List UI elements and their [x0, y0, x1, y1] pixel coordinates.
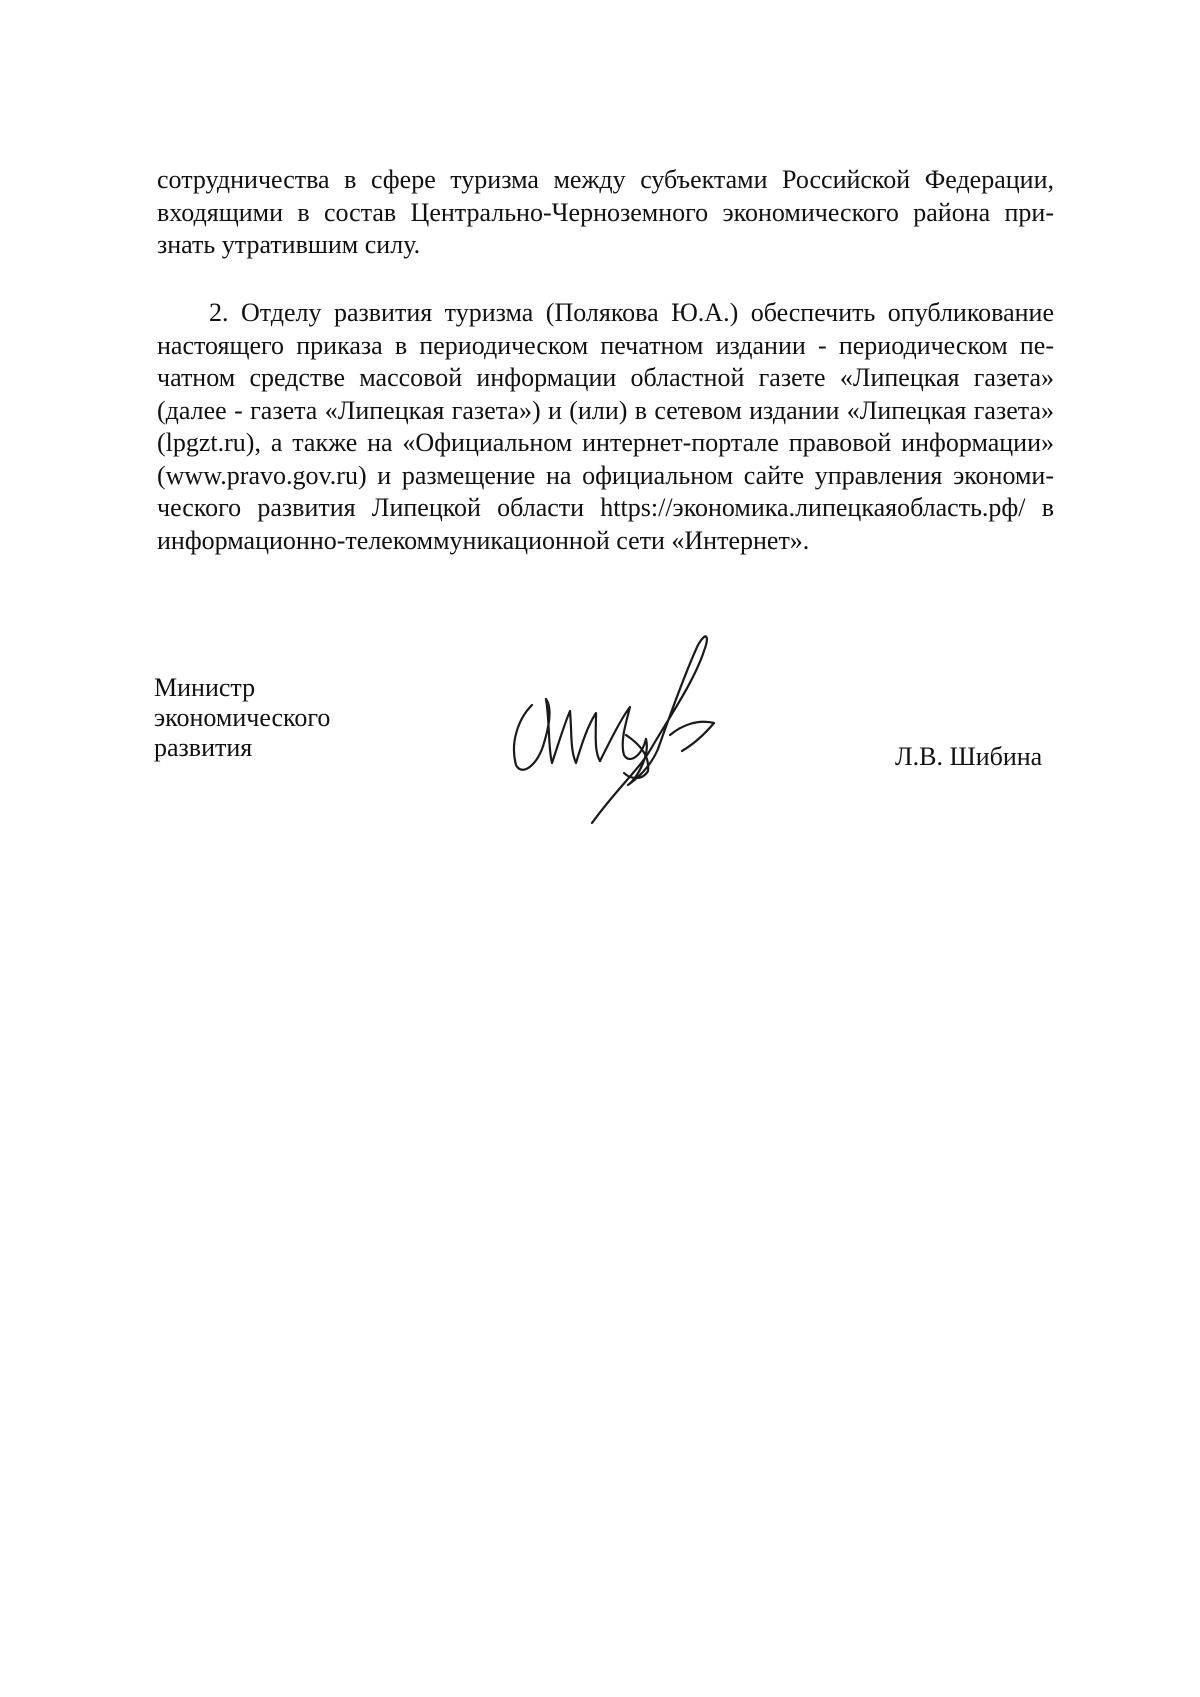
text-line: 2. Отделу развития туризма (Полякова Ю.А.) обеспечить опубликование [209, 298, 1054, 327]
text-line: ческого развития Липецкой области https://экономика.липецкаяобласть.рф/ в [157, 493, 1054, 522]
text-line: чатном средстве массовой информации областной газете «Липецкая газета» [157, 363, 1054, 392]
handwritten-signature [500, 615, 740, 835]
text-line: настоящего приказа в периодическом печатном издании - периодическом пе- [157, 330, 1054, 360]
text-line: знать утратившим силу. [157, 230, 421, 259]
text-line: входящими в состав Центрально-Черноземного экономического района при- [157, 197, 1054, 227]
text-line: информационно-телекоммуникационной сети «Интернет». [157, 525, 810, 555]
signatory-position [154, 673, 330, 763]
text-line: сотрудничества в сфере туризма между субъектами Российской Федерации, [157, 165, 1054, 194]
position-line: экономического [154, 703, 331, 732]
paragraph-1 [157, 164, 1054, 262]
text-line: (далее - газета «Липецкая газета») и (или) в сетевом издании «Липецкая газета» [157, 395, 1054, 425]
signatory-name: Л.В. Шибина [895, 742, 1043, 771]
paragraph-2 [157, 297, 1054, 557]
text-line: (lpgzt.ru), а также на «Официальном интернет-портале правовой информации» [157, 428, 1054, 457]
text-line: (www.pravo.gov.ru) и размещение на официальном сайте управления экономи- [157, 460, 1054, 490]
position-line: развития [154, 733, 253, 762]
position-line: Министр [154, 673, 256, 702]
